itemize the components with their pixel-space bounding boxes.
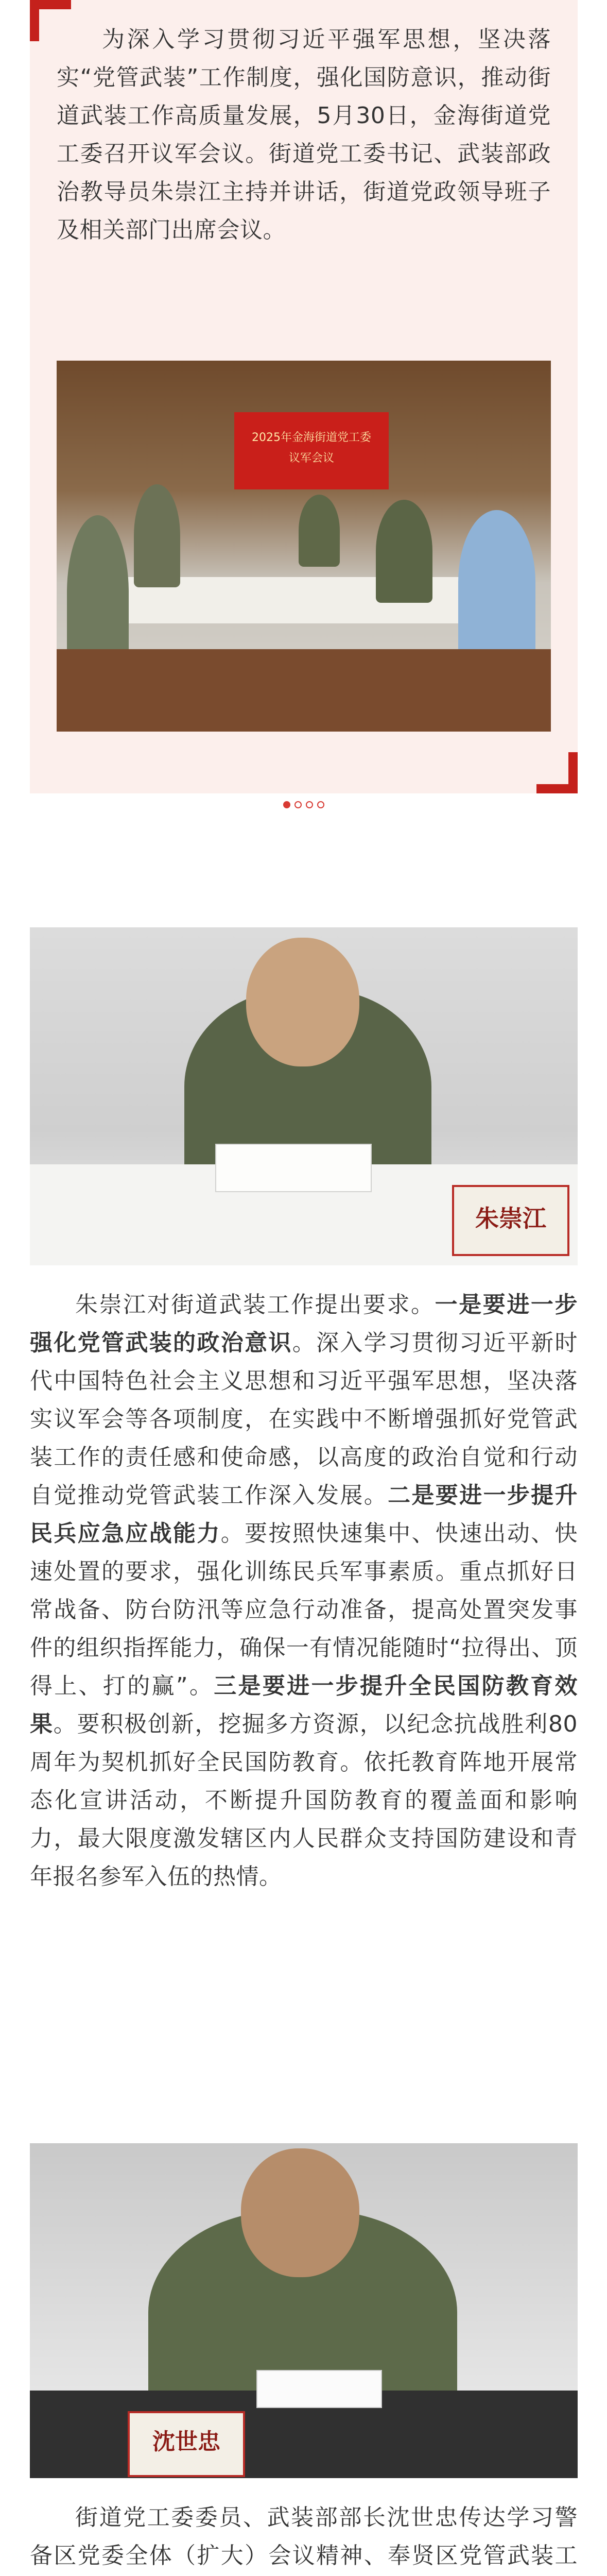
banner-line: 2025年金海街道党工委: [252, 431, 371, 444]
speech-text: 。要积极创新，挖掘多方资源，以纪念抗战胜利80周年为契机抓好全民国防教育。依托教育阵地开展常态化宣讲活动，不断提升国防教育的覆盖面和影响力，最大限度激发辖区内人民群众支持国防建设和青年报名参军入伍的热情。: [30, 1711, 578, 1890]
banner-line: 议军会议: [288, 452, 334, 465]
speech-text: 。深入学习贯彻习近平新时代中国特色社会主义思想和习近平强军思想，坚决落实议军会等各项制度，在实践中不断增强抓好党管武装工作的责任感和使命感，以高度的政治自觉和行动自觉推动党管武装工作深入发展。: [30, 1330, 578, 1509]
reporter-photo[interactable]: [30, 2143, 578, 2478]
document: [256, 2370, 382, 2408]
reporter-nameplate: 沈世忠: [128, 2411, 245, 2477]
speech-text: 朱崇江对街道武装工作提出要求。: [75, 1292, 435, 1318]
carousel-dot[interactable]: [294, 801, 302, 808]
speaker-nameplate: 朱崇江: [452, 1185, 569, 1256]
carousel-dot[interactable]: [317, 801, 324, 808]
attendee-figure: [376, 500, 432, 603]
speech-point-1: 一是要进一步强化党管武装的政治意识: [30, 1292, 578, 1356]
speaker-photo[interactable]: [30, 927, 578, 1265]
speech-text: 。要按照快速集中、快速出动、快速处置的要求，强化训练民兵军事素质。重点抓好日常战备、防台防汛等应急行动准备，提高处置突发事件的组织指挥能力，确保一有情况能随时“拉得出、顶得上、打的赢”。: [30, 1520, 578, 1699]
attendee-figure: [299, 495, 340, 567]
carousel-dot[interactable]: [283, 801, 290, 808]
speech-point-3: 三是要进一步提升全民国防教育效果: [30, 1673, 578, 1737]
card-corner-decoration: [568, 752, 578, 793]
card-corner-decoration: [30, 0, 39, 41]
meeting-photo[interactable]: [57, 361, 551, 732]
meeting-banner: [234, 412, 389, 489]
speech-point-2: 二是要进一步提升民兵应急应战能力: [30, 1482, 578, 1547]
speaker-head: [246, 938, 359, 1066]
speech-paragraph: [30, 1286, 578, 1896]
carousel-dot[interactable]: [306, 801, 313, 808]
table-edge: [57, 649, 551, 732]
document: [215, 1144, 372, 1192]
carousel-indicator[interactable]: [283, 801, 324, 811]
intro-paragraph: 为深入学习贯彻习近平强军思想，坚决落实“党管武装”工作制度，强化国防意识，推动街道武装工作高质量发展，5月30日，金海街道党工委召开议军会议。街道党工委书记、武装部政治教导员朱崇江主持并讲话，街道党政领导班子及相关部门出席会议。: [57, 26, 551, 243]
reporter-head: [241, 2148, 359, 2277]
attendee-figure: [67, 515, 129, 670]
attendee-figure: [458, 510, 535, 654]
attendee-figure: [134, 484, 180, 587]
report-paragraph: 街道党工委委员、武装部部长沈世忠传达学习警备区党委全体（扩大）会议精神、奉贤区党管武装工: [30, 2504, 578, 2569]
